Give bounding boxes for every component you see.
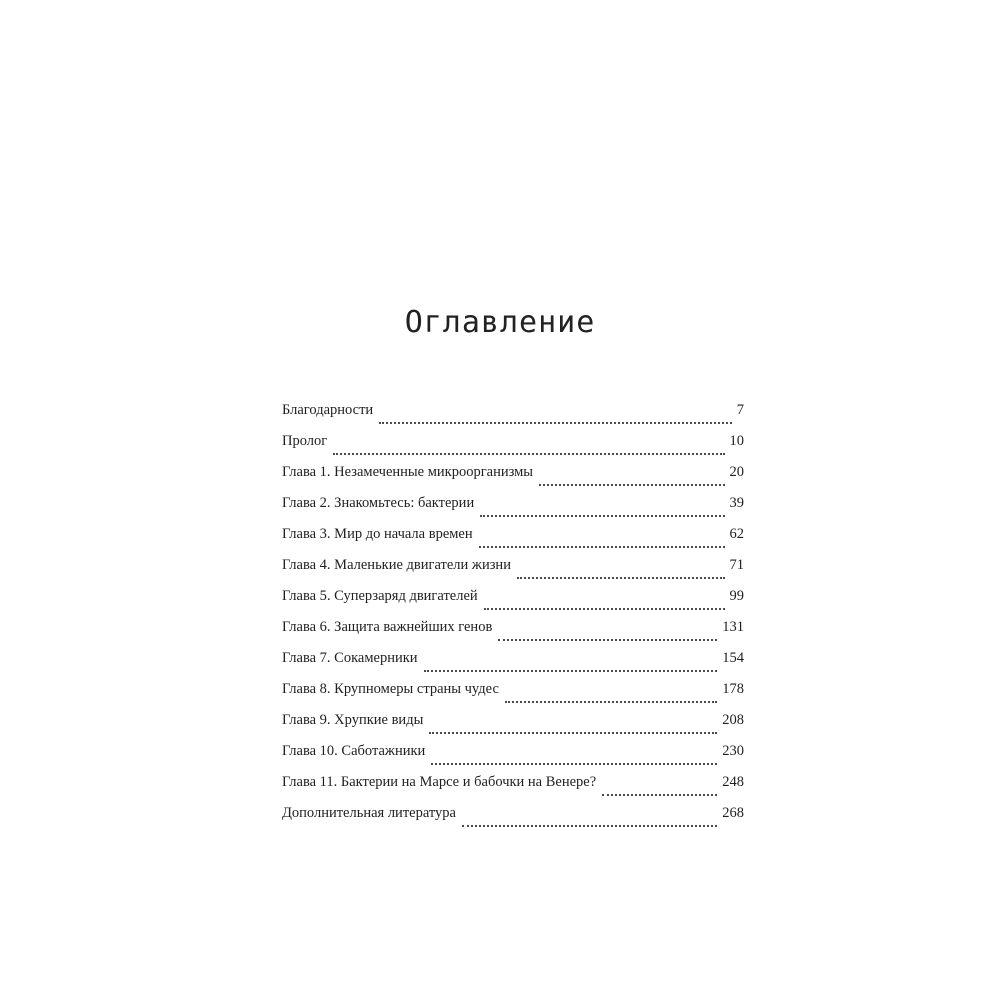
toc-entry-page: 71 bbox=[729, 557, 744, 573]
toc-entry-page: 131 bbox=[722, 619, 744, 635]
toc-leader-dots bbox=[539, 484, 724, 486]
toc-leader-dots bbox=[505, 701, 717, 703]
toc-entry-label: Глава 10. Саботажники bbox=[282, 743, 426, 759]
toc-entry bbox=[282, 526, 744, 557]
toc-entry-page: 39 bbox=[729, 495, 744, 511]
toc-entry-page: 10 bbox=[729, 433, 744, 449]
toc-entry bbox=[282, 805, 744, 836]
toc-entry-page: 7 bbox=[736, 402, 744, 418]
toc-entry bbox=[282, 464, 744, 495]
toc-entry-page: 230 bbox=[722, 743, 744, 759]
toc-entry-page: 20 bbox=[729, 464, 744, 480]
toc-leader-dots bbox=[462, 825, 717, 827]
toc-entry-label: Глава 2. Знакомьтесь: бактерии bbox=[282, 495, 475, 511]
toc-entry bbox=[282, 774, 744, 805]
toc-entry-label: Пролог bbox=[282, 433, 328, 449]
toc-leader-dots bbox=[333, 453, 724, 455]
toc-leader-dots bbox=[484, 608, 725, 610]
toc-entry bbox=[282, 557, 744, 588]
toc-leader-dots bbox=[498, 639, 717, 641]
toc-leader-dots bbox=[429, 732, 717, 734]
toc-entry-page: 208 bbox=[722, 712, 744, 728]
toc-leader-dots bbox=[431, 763, 717, 765]
toc-leader-dots bbox=[602, 794, 717, 796]
toc-entry-label: Глава 4. Маленькие двигатели жизни bbox=[282, 557, 511, 573]
toc-leader-dots bbox=[480, 515, 724, 517]
toc-entry-label: Глава 3. Мир до начала времен bbox=[282, 526, 473, 542]
toc-entry bbox=[282, 619, 744, 650]
toc-entry-label: Дополнительная литература bbox=[282, 805, 456, 821]
toc-entry bbox=[282, 433, 744, 464]
toc-entry bbox=[282, 712, 744, 743]
toc-entry-page: 99 bbox=[729, 588, 744, 604]
toc-entry-label: Глава 8. Крупномеры страны чудес bbox=[282, 681, 499, 697]
toc-leader-dots bbox=[424, 670, 718, 672]
toc-entry-label: Глава 1. Незамеченные микроорганизмы bbox=[282, 464, 534, 480]
toc-entry bbox=[282, 743, 744, 774]
toc-leader-dots bbox=[517, 577, 725, 579]
toc-entry bbox=[282, 650, 744, 681]
toc-entry-page: 268 bbox=[722, 805, 744, 821]
toc-entry bbox=[282, 588, 744, 619]
toc-entry-page: 62 bbox=[729, 526, 744, 542]
toc-entry bbox=[282, 402, 744, 433]
toc-entry-label: Глава 11. Бактерии на Марсе и бабочки на Венере? bbox=[282, 774, 597, 790]
toc-entry-label: Глава 9. Хрупкие виды bbox=[282, 712, 424, 728]
page-title: Оглавление bbox=[404, 305, 596, 340]
toc-entry-page: 154 bbox=[722, 650, 744, 666]
toc-entry-label: Глава 7. Сокамерники bbox=[282, 650, 418, 666]
toc-entry bbox=[282, 681, 744, 712]
toc-entry-label: Благодарности bbox=[282, 402, 374, 418]
toc-entry-label: Глава 6. Защита важнейших генов bbox=[282, 619, 493, 635]
toc-entry-page: 178 bbox=[722, 681, 744, 697]
toc-leader-dots bbox=[379, 422, 732, 424]
table-of-contents bbox=[282, 402, 744, 836]
toc-entry-page: 248 bbox=[722, 774, 744, 790]
toc-entry-label: Глава 5. Суперзаряд двигателей bbox=[282, 588, 478, 604]
toc-leader-dots bbox=[479, 546, 725, 548]
toc-entry bbox=[282, 495, 744, 526]
